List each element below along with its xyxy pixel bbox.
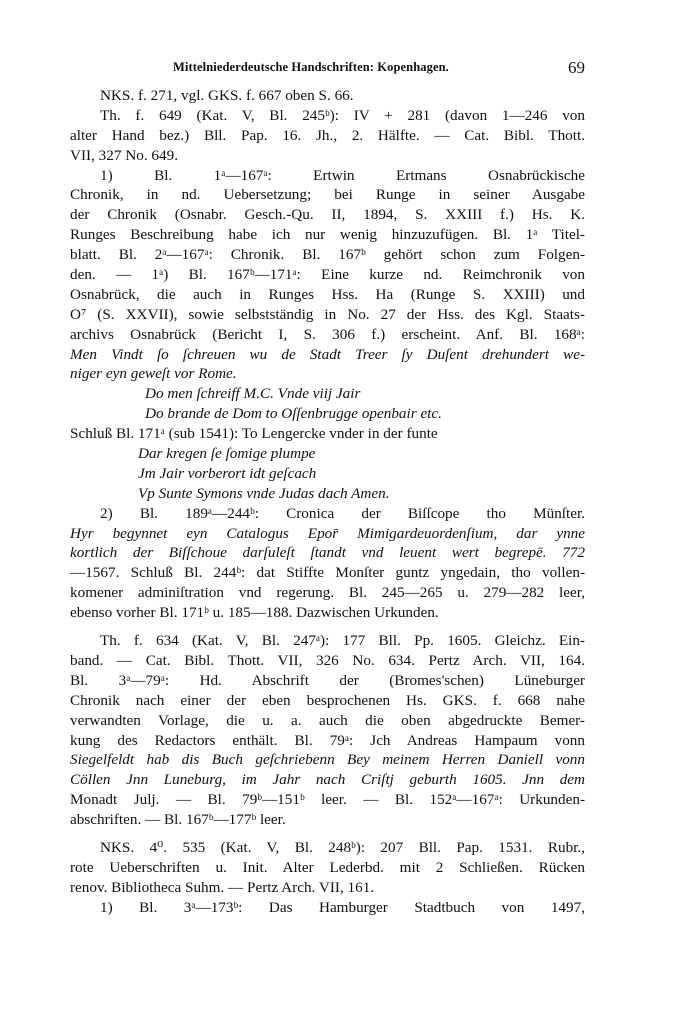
text-line: VII, 327 No. 649. <box>70 146 178 164</box>
text-line: kung des Redactors enthält. Bl. 79ᵃ: Jch Andreas Hampaum vonn <box>70 731 585 749</box>
text-line: Do brande de Dom to Oſſenbrugge openbair etc. <box>145 405 442 423</box>
text-line: Vp Sunte Symons vnde Judas dach Amen. <box>138 484 390 502</box>
running-header <box>70 58 585 82</box>
text-line: Monadt Julj. — Bl. 79ᵇ—151ᵇ leer. — Bl. 152ᵃ—167ᵃ: Urkunden- <box>70 791 585 809</box>
paragraph-gap <box>70 830 585 838</box>
text-line: der Chronik (Osnabr. Gesch.-Qu. II, 1894, S. XXIII f.) Hs. K. <box>70 206 585 224</box>
text-line: alter Hand bez.) Bll. Pap. 16. Jh., 2. Hälfte. — Cat. Bibl. Thott. <box>70 126 585 144</box>
text-line: —1567. Schluß Bl. 244ᵇ: dat Stiffte Monſter guntz yngedain, tho vollen- <box>70 564 585 582</box>
text-line: renov. Bibliotheca Suhm. — Pertz Arch. VII, 161. <box>70 878 375 896</box>
text-line: Dar kregen ſe ſomige plumpe <box>138 445 316 463</box>
text-line: 1) Bl. 1ᵃ—167ᵃ: Ertwin Ertmans Osnabrückische <box>100 166 585 184</box>
text-line: NKS. f. 271, vgl. GKS. f. 667 oben S. 66. <box>100 87 354 104</box>
text-line: Hyr begynnet eyn Catalogus Epor̄ Mimigardeuordenſium, dar ynne <box>70 524 585 542</box>
text-line: Schluß Bl. 171ᵃ (sub 1541): To Lengercke vnder in der funte <box>70 425 438 443</box>
text-line: verwandten Vorlage, die u. a. auch die oben abgedruckte Bemer- <box>70 711 585 729</box>
text-line: Men Vindt ſo ſchreuen wu de Stadt Treer ſy Duſent drehundert we- <box>70 345 585 363</box>
text-line: band. — Cat. Bibl. Thott. VII, 326 No. 634. Pertz Arch. VII, 164. <box>70 651 585 669</box>
text-line: Runges Beschreibung habe ich nur wenig hinzuzufügen. Bl. 1ᵃ Titel- <box>70 226 585 244</box>
text-line: blatt. Bl. 2ᵃ—167ᵃ: Chronik. Bl. 167ᵇ gehört schon zum Folgen- <box>70 246 585 264</box>
text-line: niger eyn geweſt vor Rome. <box>70 365 237 383</box>
text-line: Th. f. 634 (Kat. V, Bl. 247ᵃ): 177 Bll. Pp. 1605. Gleichz. Ein- <box>100 632 585 650</box>
text-line: Chronik nach einer der eben besprochenen Hs. GKS. f. 668 nahe <box>70 691 585 709</box>
text-line: Jm Jair vorberort idt geſcach <box>138 464 317 482</box>
text-line: Do men ſchreiff M.C. Vnde viij Jair <box>145 385 361 403</box>
text-line: 2) Bl. 189ᵃ—244ᵇ: Cronica der Biſſcope tho Münſter. <box>100 504 585 522</box>
text-line: Th. f. 649 (Kat. V, Bl. 245ᵇ): IV + 281 (davon 1—246 von <box>100 106 585 124</box>
page-number: 69 <box>568 58 585 77</box>
running-title: Mittelniederdeutsche Handschriften: Kopenhagen. <box>173 60 449 74</box>
paragraph-gap <box>70 623 585 631</box>
text-line: kortlich der Biſſchoue darſuleſt ſtandt vnd leuent wert begrepē. 772 <box>70 544 585 562</box>
text-line: ebenso vorher Bl. 171ᵇ u. 185—188. Dazwischen Urkunden. <box>70 604 439 622</box>
text-line: O⁷ (S. XXVII), sowie selbstständig in No. 27 der Hss. des Kgl. Staats- <box>70 305 585 323</box>
text-line: komener adminiſtration vnd regerung. Bl. 245—265 u. 279—282 leer, <box>70 584 585 602</box>
text-line: Chronik, in nd. Uebersetzung; bei Runge in seiner Ausgabe <box>70 186 585 204</box>
text-line: 1) Bl. 3ᵃ—173ᵇ: Das Hamburger Stadtbuch von 1497, <box>100 898 585 916</box>
text-body <box>70 86 585 918</box>
text-line: archivs Osnabrück (Bericht I, S. 306 f.) erscheint. Anf. Bl. 168ᵃ: <box>70 325 585 343</box>
text-line: Cöllen Jnn Luneburg, im Jahr nach Criſtj geburth 1605. Jnn dem <box>70 771 585 789</box>
text-line: NKS. 4⁰. 535 (Kat. V, Bl. 248ᵇ): 207 Bll. Pap. 1531. Rubr., <box>100 838 585 856</box>
text-line: rote Ueberschriften u. Init. Alter Lederbd. mit 2 Schließen. Rücken <box>70 858 585 876</box>
text-line: Bl. 3ᵃ—79ᵃ: Hd. Abschrift der (Bromes'schen) Lüneburger <box>70 671 585 689</box>
text-line: den. — 1ᵃ) Bl. 167ᵇ—171ᵃ: Eine kurze nd. Reimchronik von <box>70 266 585 284</box>
text-line: Osnabrück, die auch in Runges Hss. Ha (Runge S. XXIII) und <box>70 285 585 303</box>
text-line: Siegelfeldt hab dis Buch geſchriebenn Bey meinem Herren Daniell vonn <box>70 751 585 769</box>
text-line: abschriften. — Bl. 167ᵇ—177ᵇ leer. <box>70 811 286 829</box>
